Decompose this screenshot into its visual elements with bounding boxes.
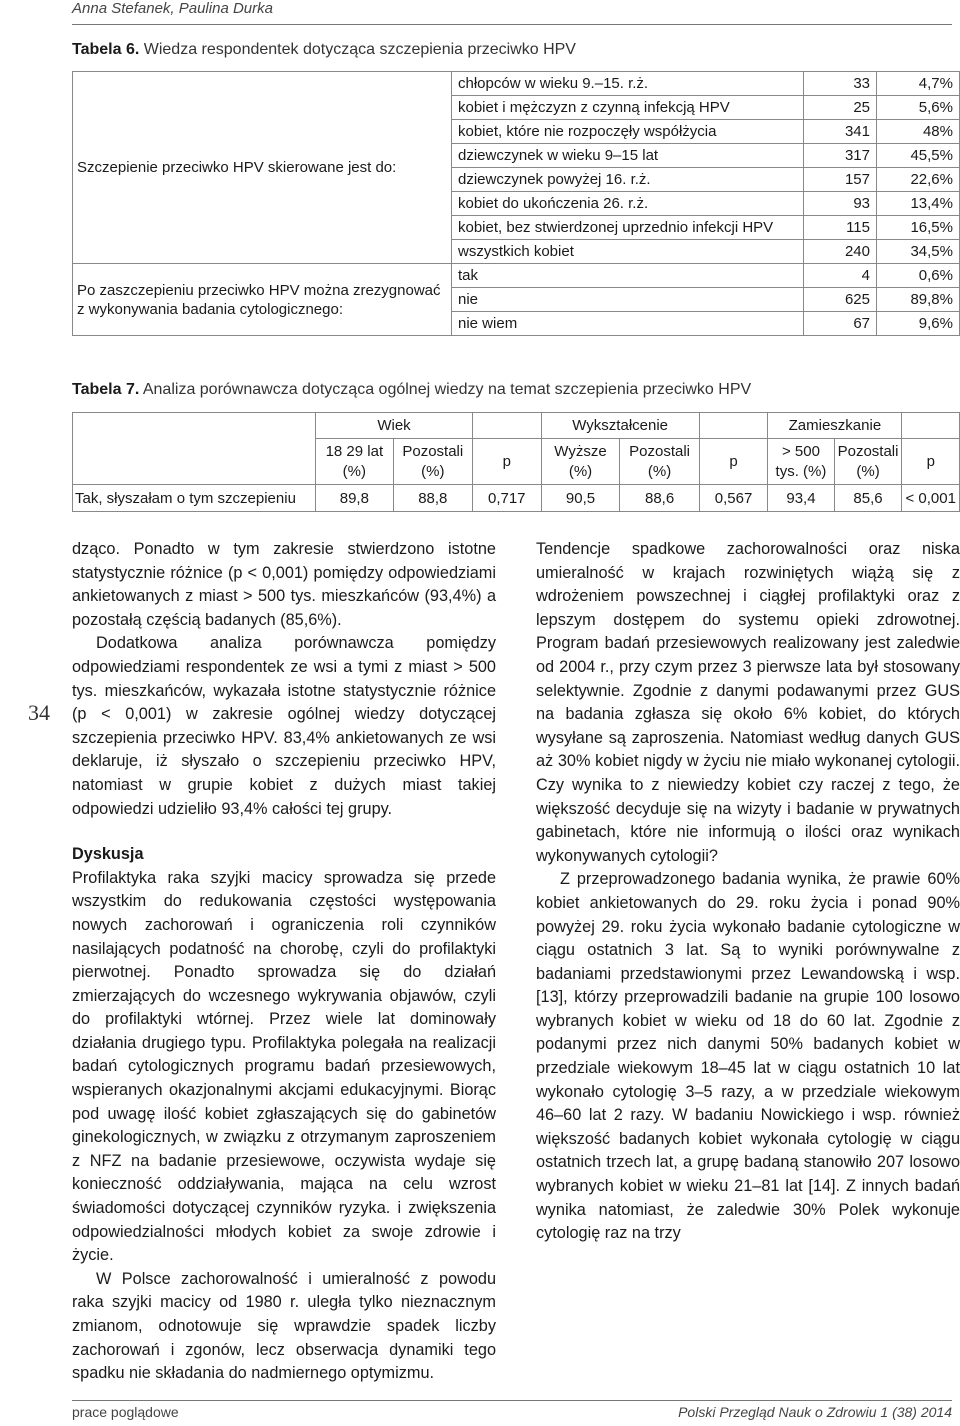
table6-cell-label: kobiet do ukończenia 26. r.ż. [452,192,804,216]
table6-cell-label: kobiet, bez stwierdzonej uprzednio infekcji HPV [452,216,804,240]
paragraph: Dodatkowa analiza porównawcza pomiędzy odpowiedziami respondentek ze wsi a tymi z miast > 500 tys. mieszkańców, wykazała istotne statystycznie różnice (p < 0,001) w zakresie ogólnej wiedzy dotyczącej szczepienia przeciwko HPV. 83,4% ankietowanych ze wsi deklaruje, iż słyszało o szczepieniu przeciwko HPV, natomiast w grupie kobiet z dużych miast takiej odpowiedzi udzieliło 93,4% całości tej grupy. [72,634,496,818]
table6-row [73,72,960,96]
table6-cell-pct: 4,7% [877,72,960,96]
table7-value: 88,8 [393,485,472,512]
running-header-authors: Anna Stefanek, Paulina Durka [72,0,273,17]
table7-group-zamieszkanie: Zamieszkanie [768,413,902,439]
table6-caption [72,41,576,59]
table6-cell-n: 25 [804,96,877,120]
table7-empty-cell [699,413,768,439]
table7-subheader: Wyższe (%) [541,439,620,485]
table7-subheader: p [902,439,960,485]
table6-cell-pct: 22,6% [877,168,960,192]
table7 [72,412,960,512]
table6-cell-label: chłopców w wieku 9.–15. r.ż. [452,72,804,96]
text-column-left [72,538,496,1386]
table7-subheader: Pozostali (%) [620,439,699,485]
table6-cell-pct: 89,8% [877,288,960,312]
table7-value: 88,6 [620,485,699,512]
table6-cell-label: nie [452,288,804,312]
paragraph: W Polsce zachorowalność i umieralność z powodu raka szyjki macicy od 1980 r. uległa tylko nieznacznym zmianom, odnotowuje się wprawdzie spadek liczby zachorowań i zgonów, lecz obserwacja dynamiki tego spadku nie składania do nadmiernego optymizmu. [72,1269,496,1383]
table7-value: < 0,001 [902,485,960,512]
table7-subheader: p [472,439,541,485]
table6-cell-pct: 16,5% [877,216,960,240]
table6-cell-pct: 5,6% [877,96,960,120]
table7-value: 89,8 [316,485,394,512]
table7-subheader: Pozostali (%) [393,439,472,485]
table6-cell-n: 240 [804,240,877,264]
table6-cell-n: 67 [804,312,877,336]
table6-cell-n: 4 [804,264,877,288]
table7-caption-text: Analiza porównawcza dotycząca ogólnej wiedzy na temat szczepienia przeciwko HPV [142,381,752,398]
table6-cell-n: 341 [804,120,877,144]
text-column-right [536,538,960,1246]
table6-cell-pct: 45,5% [877,144,960,168]
table7-group-wyksztalcenie: Wykształcenie [541,413,699,439]
paragraph-continued: Tendencje spadkowe zachorowalności oraz niska umieralność w krajach rozwiniętych wiążą się z wdrożeniem powszechnej i ciągłej profilaktyki oraz z lepszym dostępem do systemu opieki zdrowotnej. Program badań przesiewowych realizowany jest zaledwie od 2004 r., przy czym przez 3 pierwsze lata był stosowany selektywnie. Zgodnie z danymi podawanymi przez GUS na badania zgłasza się około 6% kobiet, do których wysyłane są zaproszenia. Natomiast według danych GUS aż 30% kobiet nigdy w życiu nie miało wykonanej cytologii. Czy wynika to z niewiedzy kobiet czy raczej z tego, że większość decyduje się na wizyty i badanie w prywatnych gabinetach, które nie informują o ilości oraz wynikach wykonywanych cytologii? [536,540,960,865]
table6-cell-label: nie wiem [452,312,804,336]
table6-caption-text: Wiedza respondentek dotycząca szczepienia przeciwko HPV [143,41,576,58]
paragraph: Profilaktyka raka szyjki macicy sprowadza się przede wszystkim do redukowania częstości występowania nowych zachorowań i ograniczenia roli czynników nasilających podatność na chorobę, czyli do profilaktyki pierwotnej. Ponadto sprowadza się do działań zmierzających do wczesnego wykrywania objawów, czyli do profilaktyki wtórnej. Przez wiele lat dominowały działania drugiego typu. Profilaktyka polegała na realizacji badań cytologicznych programu badań przesiewowych, wspieranych okazjonalnymi akcjami edukacyjnymi. Biorąc pod uwagę ilość kobiet zgłaszających się do gabinetów ginekologicznych, w związku z otrzymanym zaproszeniem z NFZ na badanie przesiewowe, oczywista wydaje się konieczność oddziaływania, mająca na celu wzrost świadomości dotyczącej czynników ryzyka. i zwiększenia odpowiedzialności młodych kobiet za swoje zdrowie i życie. [72,868,496,1265]
table6-cell-label: tak [452,264,804,288]
table6-cell-pct: 34,5% [877,240,960,264]
table6-cell-label: kobiet i mężczyzn z czynną infekcją HPV [452,96,804,120]
table6-cell-n: 625 [804,288,877,312]
table7-empty-cell [902,413,960,439]
table6-cell-n: 157 [804,168,877,192]
table6-cell-n: 317 [804,144,877,168]
paragraph: Z przeprowadzonego badania wynika, że prawie 60% kobiet ankietowanych do 29. roku życia i ponad 90% powyżej 29. roku życia wykonało badanie cytologiczne w ciągu ostatnich 3 lat. Są to wyniki porównywalne z badaniami przedstawionymi przez Lewandowską i wsp. [13], którzy przeprowadzili badanie na grupie 100 losowo wybranych kobiet w wieku od 18 do 60 lat. Zgodnie z podanymi przez nich danymi 50% badanych kobiet w przedziale wiekowym 18–45 lat w ciągu ostatnich 10 lat wykonało cytologię 3–5 razy, a w przedziale wiekowym 46–60 lat 2 razy. W badaniu Nowickiego i wsp. również większość badanych kobiet wykonała cytologię w ciągu ostatnich trzech lat, a grupę badaną stanowiło 207 losowo wybranych kobiet w wieku 21–81 lat [14]. Z innych badań wynika natomiast, że zaledwie 30% Polek wykonuje cytologię raz na trzy [536,870,960,1243]
table7-subheader: > 500 tys. (%) [768,439,834,485]
table7-value: 0,567 [699,485,768,512]
section-heading-dyskusja: Dyskusja [72,845,144,864]
table6-cell-label: kobiet, które nie rozpoczęły współżycia [452,120,804,144]
table6-cell-label: dziewczynek w wieku 9–15 lat [452,144,804,168]
page-number: 34 [28,700,50,725]
footer-section-label: prace poglądowe [72,1404,179,1420]
table6-caption-label: Tabela 6. [72,41,140,58]
table7-subheader: p [699,439,768,485]
table6-cell-n: 93 [804,192,877,216]
table6-row [73,264,960,288]
header-divider [72,24,952,25]
table6-cell-pct: 9,6% [877,312,960,336]
table7-value: 0,717 [472,485,541,512]
table6-group1-label: Szczepienie przeciwko HPV skierowane jest do: [73,72,452,264]
table6-cell-label: dziewczynek powyżej 16. r.ż. [452,168,804,192]
table7-group-wiek: Wiek [316,413,473,439]
table7-caption-label: Tabela 7. [72,381,140,398]
table6-cell-pct: 48% [877,120,960,144]
table6-cell-pct: 13,4% [877,192,960,216]
table6-cell-n: 33 [804,72,877,96]
paragraph: dząco. Ponadto w tym zakresie stwierdzono istotne statystycznie różnice (p < 0,001) pomiędzy odpowiedziami ankietowanych z miast > 500 tys. mieszkańców (93,4%) a pozostałą częścią badanych (85,6%). [72,540,496,629]
table7-value: 90,5 [541,485,620,512]
table6-group2-label: Po zaszczepieniu przeciwko HPV można zrezygnować z wykonywania badania cytologicznego: [73,264,452,336]
footer-divider [72,1400,952,1401]
table6-cell-pct: 0,6% [877,264,960,288]
table7-subheader: 18 29 lat (%) [316,439,394,485]
table7-row-label: Tak, słyszałam o tym szczepieniu [73,485,316,512]
table7-value: 85,6 [834,485,902,512]
table6-cell-n: 115 [804,216,877,240]
table7-caption [72,381,751,399]
table7-value: 93,4 [768,485,834,512]
table6 [72,71,960,336]
table7-empty-corner [73,413,316,485]
table7-empty-cell [472,413,541,439]
table6-cell-label: wszystkich kobiet [452,240,804,264]
table7-subheader: Pozostali (%) [834,439,902,485]
footer-journal-citation: Polski Przegląd Nauk o Zdrowiu 1 (38) 2014 [678,1404,952,1420]
